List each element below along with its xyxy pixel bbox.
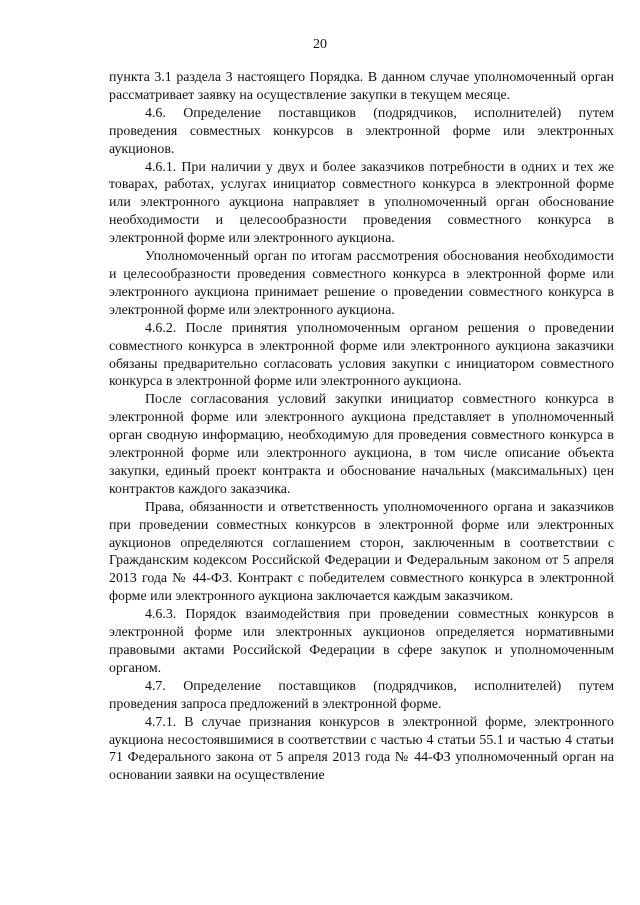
paragraph-rights-and-obligations: Права, обязанности и ответственность уполномоченного органа и заказчиков при проведении совместных конкурсов в электронной форме или электронных аукционов определяются соглашением сторон, заключенным в соответствии с Гражданским кодексом Российской Федерации и Федеральным законом от 5 апреля 2013 года № 44-ФЗ. Контракт с победителем совместного конкурса в электронной форме или электронного аукциона заключается каждым заказчиком. — [109, 499, 614, 605]
paragraph-section-4-7: 4.7. Определение поставщиков (подрядчиков, исполнителей) путем проведения запроса предложений в электронной форме. — [109, 678, 614, 712]
paragraph-approval-of-conditions: После согласования условий закупки инициатор совместного конкурса в электронной форме или электронного аукциона представляет в уполномоченный орган сводную информацию, необходимую для проведения совместного конкурса в электронной форме или электронного аукциона, в том числе описание объекта закупки, единый проект контракта и обоснование начальных (максимальных) цен контрактов каждого заказчика. — [109, 392, 614, 497]
paragraph-section-4-6-3: 4.6.3. Порядок взаимодействия при проведении совместных конкурсов в электронной форме или электронных аукционов определяется нормативными правовыми актами Российской Федерации в сфере закупок и уполномоченным органом. — [109, 607, 614, 676]
paragraph-section-4-6: 4.6. Определение поставщиков (подрядчиков, исполнителей) путем проведения совместных конкурсов в электронной форме или электронных аукционов. — [109, 105, 614, 157]
paragraph-authorized-body-decision: Уполномоченный орган по итогам рассмотрения обоснования необходимости и целесообразности проведения совместного конкурса в электронной форме или электронного аукциона принимает решение о проведении совместного конкурса в электронной форме или электронного аукциона. — [109, 249, 614, 318]
paragraph-continuation: пункта 3.1 раздела 3 настоящего Порядка. В данном случае уполномоченный орган рассматривает заявку на осуществление закупки в текущем месяце. — [109, 70, 614, 103]
paragraph-section-4-7-1: 4.7.1. В случае признания конкурсов в электронной форме, электронного аукциона несостоявшимися в соответствии с частью 4 статьи 55.1 и частью 4 статьи 71 Федерального закона от 5 апреля 2013 года № 44-ФЗ уполномоченный орган на основании заявки на осуществление — [109, 714, 614, 784]
document-body — [109, 69, 614, 785]
paragraph-section-4-6-2: 4.6.2. После принятия уполномоченным органом решения о проведении совместного конкурса в электронной форме или электронного аукциона заказчики обязаны предварительно согласовать условия закупки с инициатором совместного конкурса в электронной форме или электронного аукциона. — [109, 320, 614, 390]
paragraph-section-4-6-1: 4.6.1. При наличии у двух и более заказчиков потребности в одних и тех же товарах, работах, услугах инициатор совместного конкурса в электронной форме или электронного аукциона направляет в уполномоченный орган обоснование необходимости и целесообразности проведения совместного конкурса в электронной форме или электронного аукциона. — [109, 159, 614, 247]
page-number: 20 — [313, 37, 327, 52]
